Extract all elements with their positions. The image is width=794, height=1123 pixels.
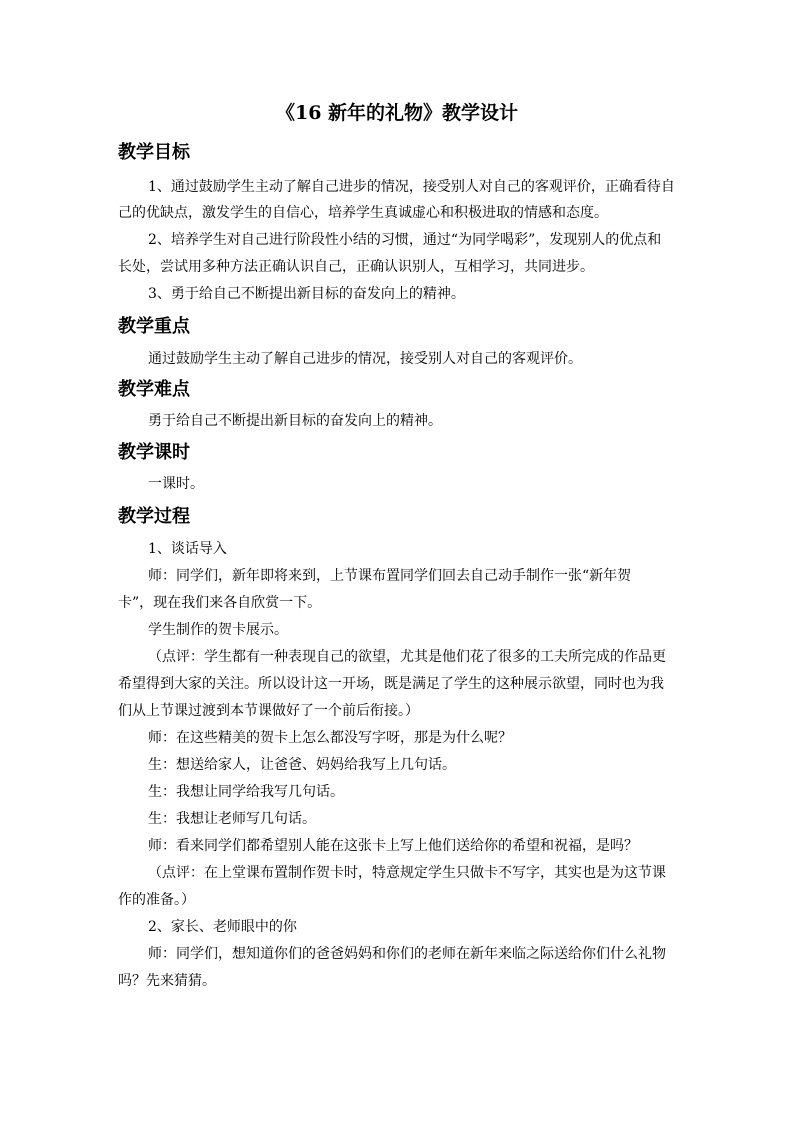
paragraph-line: 师：同学们，新年即将来到，上节课布置同学们回去自己动手制作一张“新年贺 — [148, 568, 632, 584]
paragraph-line: 1、通过鼓励学生主动了解自己进步的情况，接受别人对自己的客观评价，正确看待自 — [148, 179, 675, 195]
paragraph-line: 勇于给自己不断提出新目标的奋发向上的精神。 — [148, 413, 442, 429]
paragraph-line: 生：我想让老师写几句话。 — [148, 811, 316, 827]
paragraph-line: 长处，尝试用多种方法正确认识自己，正确认识别人，互相学习，共同进步。 — [118, 259, 594, 275]
paragraph-line: 3、勇于给自己不断提出新目标的奋发向上的精神。 — [148, 286, 465, 302]
paragraph-line: 学生制作的贺卡展示。 — [148, 622, 288, 638]
paragraph-line: 吗？先来猜猜。 — [118, 973, 216, 989]
paragraph-line: 1、谈话导入 — [148, 541, 227, 557]
paragraph-line: 己的优缺点，激发学生的自信心，培养学生真诚虚心和积极进取的情感和态度。 — [118, 205, 608, 221]
paragraph-line: （点评：学生都有一种表现自己的欲望，尤其是他们花了很多的工夫所完成的作品更 — [148, 649, 666, 665]
document-title: 《16 新年的礼物》教学设计 — [275, 102, 519, 124]
paragraph-line: 师：看来同学们都希望别人能在这张卡上写上他们送给你的希望和祝福，是吗？ — [148, 838, 638, 854]
paragraph-line: 生：想送给家人，让爸爸、妈妈给我写上几句话。 — [148, 757, 456, 773]
paragraph-line: 师：同学们，想知道你们的爸爸妈妈和你们的老师在新年来临之际送给你们什么礼物 — [148, 946, 666, 962]
paragraph-line: 通过鼓励学生主动了解自己进步的情况，接受别人对自己的客观评价。 — [148, 351, 582, 367]
section-heading-goals: 教学目标 — [118, 142, 190, 163]
paragraph-line: 卡”，现在我们来各自欣赏一下。 — [118, 595, 322, 611]
paragraph-line: 作的准备。） — [118, 892, 195, 908]
paragraph-line: 师：在这些精美的贺卡上怎么都没写字呀，那是为什么呢？ — [148, 730, 512, 746]
section-heading-process: 教学过程 — [118, 506, 190, 527]
paragraph-line: 们从上节课过渡到本节课做好了一个前后衔接。） — [118, 703, 419, 719]
paragraph-line: 2、培养学生对自己进行阶段性小结的习惯，通过“为同学喝彩”，发现别人的优点和 — [148, 232, 662, 248]
paragraph-line: 一课时。 — [148, 476, 204, 492]
section-heading-hours: 教学课时 — [118, 442, 190, 463]
paragraph-line: 希望得到大家的关注。所以设计这一开场，既是满足了学生的这种展示欲望，同时也为我 — [118, 676, 664, 692]
paragraph-line: （点评：在上堂课布置制作贺卡时，特意规定学生只做卡不写字，其实也是为这节课 — [148, 865, 666, 881]
section-heading-key-points: 教学重点 — [118, 316, 190, 337]
section-heading-difficulties: 教学难点 — [118, 379, 190, 400]
paragraph-line: 2、家长、老师眼中的你 — [148, 919, 297, 935]
paragraph-line: 生：我想让同学给我写几句话。 — [148, 784, 344, 800]
